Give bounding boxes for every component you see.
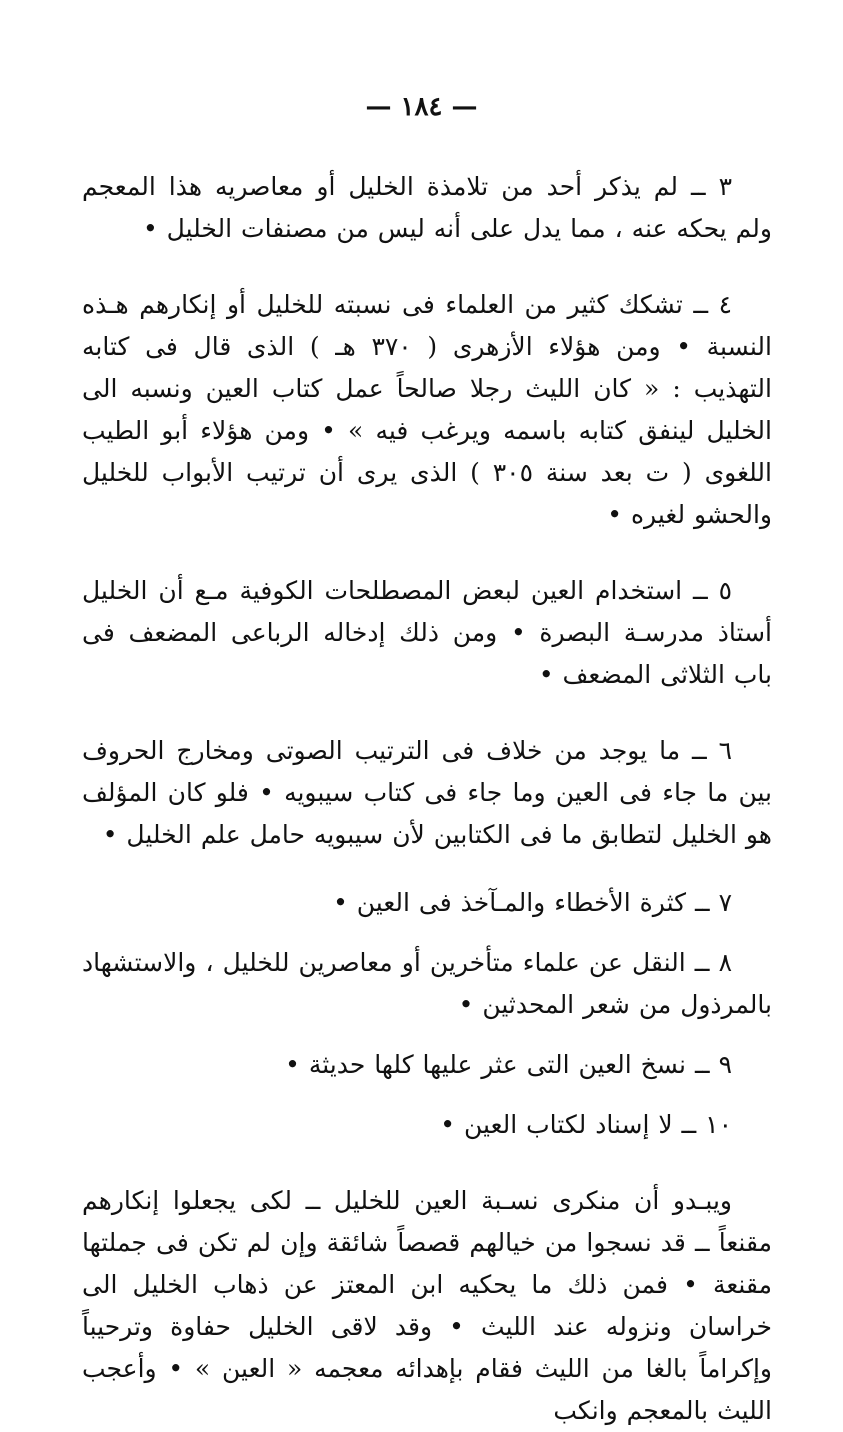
paragraph-item-5: ٥ ــ استخدام العين لبعض المصطلحات الكوفية مـع أن الخليل أستاذ مدرسـة البصرة • ومن ذلك إدخاله الرباعى المضعف فى باب الثلاثى المضعف • (82, 576, 772, 689)
page-body (82, 166, 772, 1432)
paragraph-conclusion: ويبـدو أن منكرى نسـبة العين للخليل ــ لكى يجعلوا إنكارهم مقنعاً ــ قد نسجوا من خيالهم قصصاً شائقة وإن لم تكن فى جملتها مقنعة • فمن ذلك ما يحكيه ابن المعتز عن ذهاب الخليل الى خراسان ونزوله عند الليث • وقد لاقى الخليل حفاوة وترحيباً وإكراماً بالغا من الليث فقام بإهدائه معجمه « العين » • وأعجب الليث بالمعجم وانكب (82, 1186, 772, 1425)
paragraph-item-4: ٤ ــ تشكك كثير من العلماء فى نسبته للخليل أو إنكارهم هـذه النسبة • ومن هؤلاء الأزهرى ( ٣٧٠ هـ ) الذى قال فى كتابه التهذيب : « كان الليث رجلا صالحاً عمل كتاب العين ونسبه الى الخليل لينفق كتابه باسمه ويرغب فيه » • ومن هؤلاء أبو الطيب اللغوى ( ت بعد سنة ٣٠٥ ) الذى يرى أن ترتيب الأبواب للخليل والحشو لغيره • (82, 290, 772, 529)
paragraph-item-10: ١٠ ــ لا إسناد لكتاب العين • (440, 1110, 732, 1139)
paragraph-item-7: ٧ ــ كثرة الأخطاء والمـآخذ فى العين • (333, 888, 732, 917)
paragraph-item-9: ٩ ــ نسخ العين التى عثر عليها كلها حديثة • (285, 1050, 732, 1079)
page-number: — ١٨٤ — (365, 92, 478, 122)
paragraph-item-6: ٦ ــ ما يوجد من خلاف فى الترتيب الصوتى ومخارج الحروف بين ما جاء فى العين وما جاء فى كتاب سيبويه • فلو كان المؤلف هو الخليل لتطابق ما فى الكتابين لأن سيبويه حامل علم الخليل • (82, 736, 772, 849)
paragraph-item-8: ٨ ــ النقل عن علماء متأخرين أو معاصرين للخليل ، والاستشهاد بالمرذول من شعر المحدثين • (82, 948, 772, 1019)
paragraph-item-3: ٣ ــ لم يذكر أحد من تلامذة الخليل أو معاصريه هذا المعجم ولم يحكه عنه ، مما يدل على أنه ليس من مصنفات الخليل • (82, 172, 772, 243)
